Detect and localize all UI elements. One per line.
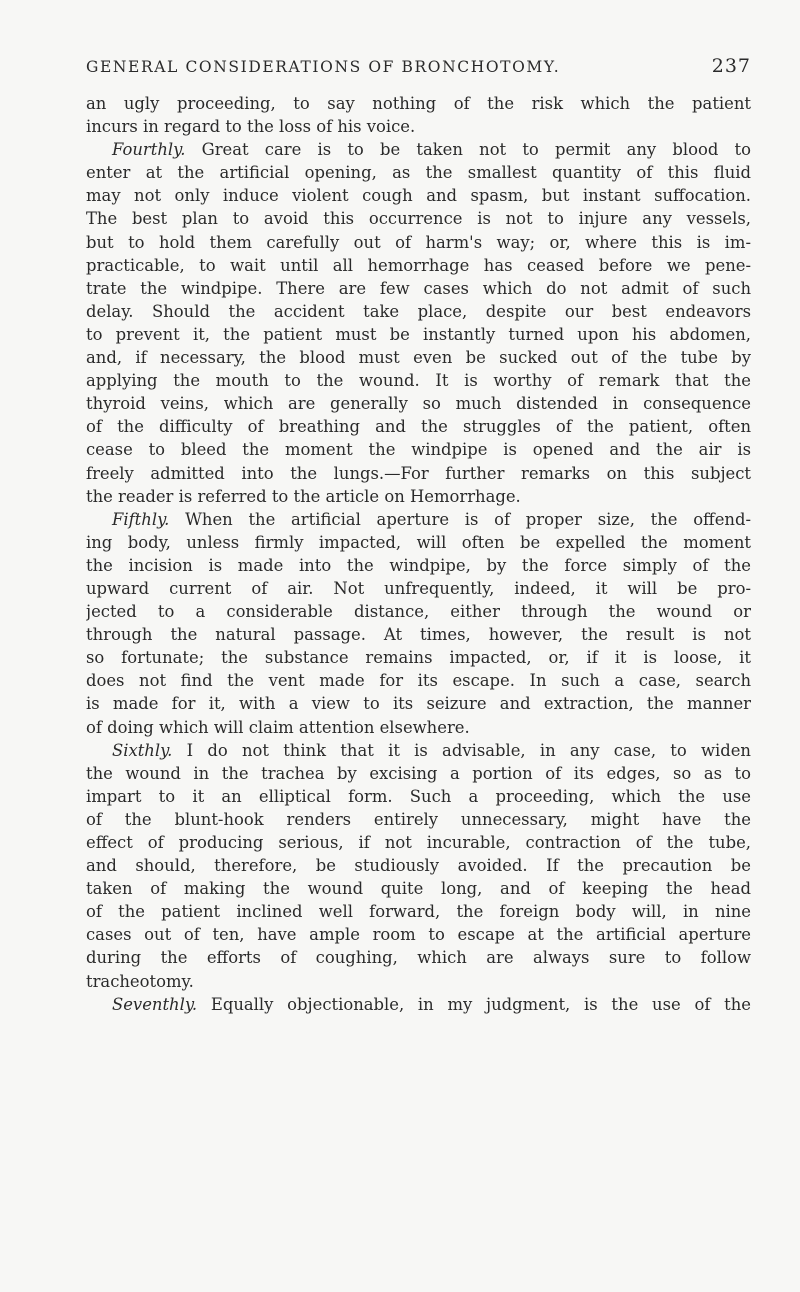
text-line xyxy=(86,600,751,623)
text-line xyxy=(86,277,751,300)
line-text: taken of making the wound quite long, and of keeping the head xyxy=(86,879,751,899)
line-text: upward current of air. Not unfrequently, indeed, it will be pro- xyxy=(86,578,751,598)
text-line xyxy=(86,646,751,669)
line-text: but to hold them carefully out of harm's way; or, where this is im- xyxy=(86,232,751,252)
line-text: does not find the vent made for its escape. In such a case, search xyxy=(86,671,751,691)
line-text: effect of producing serious, if not incurable, contraction of the tube, xyxy=(86,833,751,852)
line-text: delay. Should the accident take place, despite our best endeavors xyxy=(86,301,751,321)
text-line xyxy=(86,831,751,854)
text-line xyxy=(86,415,751,438)
text-line xyxy=(86,508,751,531)
line-text: jected to a considerable distance, either through the wound or xyxy=(86,602,751,622)
text-line xyxy=(86,231,751,254)
line-text: is made for it, with a view to its seizure and extraction, the manner xyxy=(86,694,751,714)
line-text: enter at the artificial opening, as the smallest quantity of this fluid xyxy=(86,163,751,183)
line-text: practicable, to wait until all hemorrhage has ceased before we pene- xyxy=(86,255,751,275)
line-text: trate the windpipe. There are few cases which do not admit of such xyxy=(86,278,751,298)
text-line xyxy=(86,554,751,577)
text-line xyxy=(86,346,751,369)
line-text: and, if necessary, the blood must even be sucked out of the tube by xyxy=(86,348,751,368)
text-line xyxy=(86,438,751,461)
running-title: GENERAL CONSIDERATIONS OF BRONCHOTOMY. xyxy=(86,58,561,76)
line-text: Great care is to be taken not to permit any blood to xyxy=(185,140,751,160)
text-line xyxy=(86,877,751,900)
text-line xyxy=(86,739,751,762)
line-text: incurs in regard to the loss of his voice. xyxy=(86,117,416,137)
text-line xyxy=(86,785,751,808)
line-text: through the natural passage. At times, however, the result is not xyxy=(86,625,751,645)
page-number: 237 xyxy=(711,55,751,77)
text-line xyxy=(86,577,751,600)
text-line xyxy=(86,993,751,1016)
line-text: to prevent it, the patient must be instantly turned upon his abdomen, xyxy=(86,324,751,344)
text-line xyxy=(86,669,751,692)
text-line xyxy=(86,323,751,346)
line-text: of the blunt-hook renders entirely unnecessary, might have the xyxy=(86,809,751,829)
running-head xyxy=(86,55,751,84)
text-line xyxy=(86,392,751,415)
line-text: impart to it an elliptical form. Such a proceeding, which the use xyxy=(86,786,751,806)
text-line xyxy=(86,115,751,138)
text-line xyxy=(86,762,751,785)
body-text xyxy=(86,92,751,1016)
line-text: the reader is referred to the article on Hemorrhage. xyxy=(86,486,521,506)
text-line xyxy=(86,623,751,646)
text-line xyxy=(86,531,751,554)
line-text: ing body, unless firmly impacted, will often be expelled the moment xyxy=(86,532,751,552)
text-line xyxy=(86,138,751,161)
text-line xyxy=(86,808,751,831)
text-line xyxy=(86,946,751,969)
line-text: of doing which will claim attention elsewhere. xyxy=(86,717,470,737)
text-line xyxy=(86,254,751,277)
paragraph-lead: Fifthly. xyxy=(112,509,170,529)
text-line xyxy=(86,485,751,508)
paragraph-lead: Fourthly. xyxy=(112,140,186,160)
text-line xyxy=(86,184,751,207)
text-line xyxy=(86,854,751,877)
text-line xyxy=(86,207,751,230)
text-line xyxy=(86,300,751,323)
line-text: and should, therefore, be studiously avoided. If the precaution be xyxy=(86,856,751,876)
text-line xyxy=(86,161,751,184)
text-line xyxy=(86,462,751,485)
line-text: during the efforts of coughing, which are always sure to follow xyxy=(86,948,751,968)
line-text: thyroid veins, which are generally so much distended in consequence xyxy=(86,394,751,414)
line-text: tracheotomy. xyxy=(86,971,194,991)
line-text: When the artificial aperture is of proper size, the offend- xyxy=(169,509,751,529)
line-text: an ugly proceeding, to say nothing of the risk which the patient xyxy=(86,94,751,113)
text-line xyxy=(86,923,751,946)
line-text: the wound in the trachea by excising a portion of its edges, so as to xyxy=(86,763,751,783)
text-line xyxy=(86,970,751,993)
line-text: may not only induce violent cough and spasm, but instant suffocation. xyxy=(86,186,751,206)
line-text: cases out of ten, have ample room to escape at the artificial aperture xyxy=(86,925,751,945)
text-line xyxy=(86,900,751,923)
line-text: I do not think that it is advisable, in any case, to widen xyxy=(172,740,751,760)
paragraph-lead: Sixthly. xyxy=(112,740,173,760)
line-text: Equally objectionable, in my judgment, is the use of the xyxy=(197,994,751,1014)
line-text: of the patient inclined well forward, the foreign body will, in nine xyxy=(86,902,751,922)
text-line xyxy=(86,716,751,739)
line-text: cease to bleed the moment the windpipe is opened and the air is xyxy=(86,440,751,460)
text-line xyxy=(86,692,751,715)
line-text: the incision is made into the windpipe, by the force simply of the xyxy=(86,555,751,575)
line-text: of the difficulty of breathing and the struggles of the patient, often xyxy=(86,417,751,437)
paragraph-lead: Seventhly. xyxy=(112,994,198,1014)
line-text: The best plan to avoid this occurrence is not to injure any vessels, xyxy=(86,209,751,229)
line-text: so fortunate; the substance remains impacted, or, if it is loose, it xyxy=(86,648,751,668)
line-text: applying the mouth to the wound. It is worthy of remark that the xyxy=(86,371,751,391)
line-text: freely admitted into the lungs.—For further remarks on this subject xyxy=(86,463,751,483)
text-line xyxy=(86,92,751,115)
text-line xyxy=(86,369,751,392)
